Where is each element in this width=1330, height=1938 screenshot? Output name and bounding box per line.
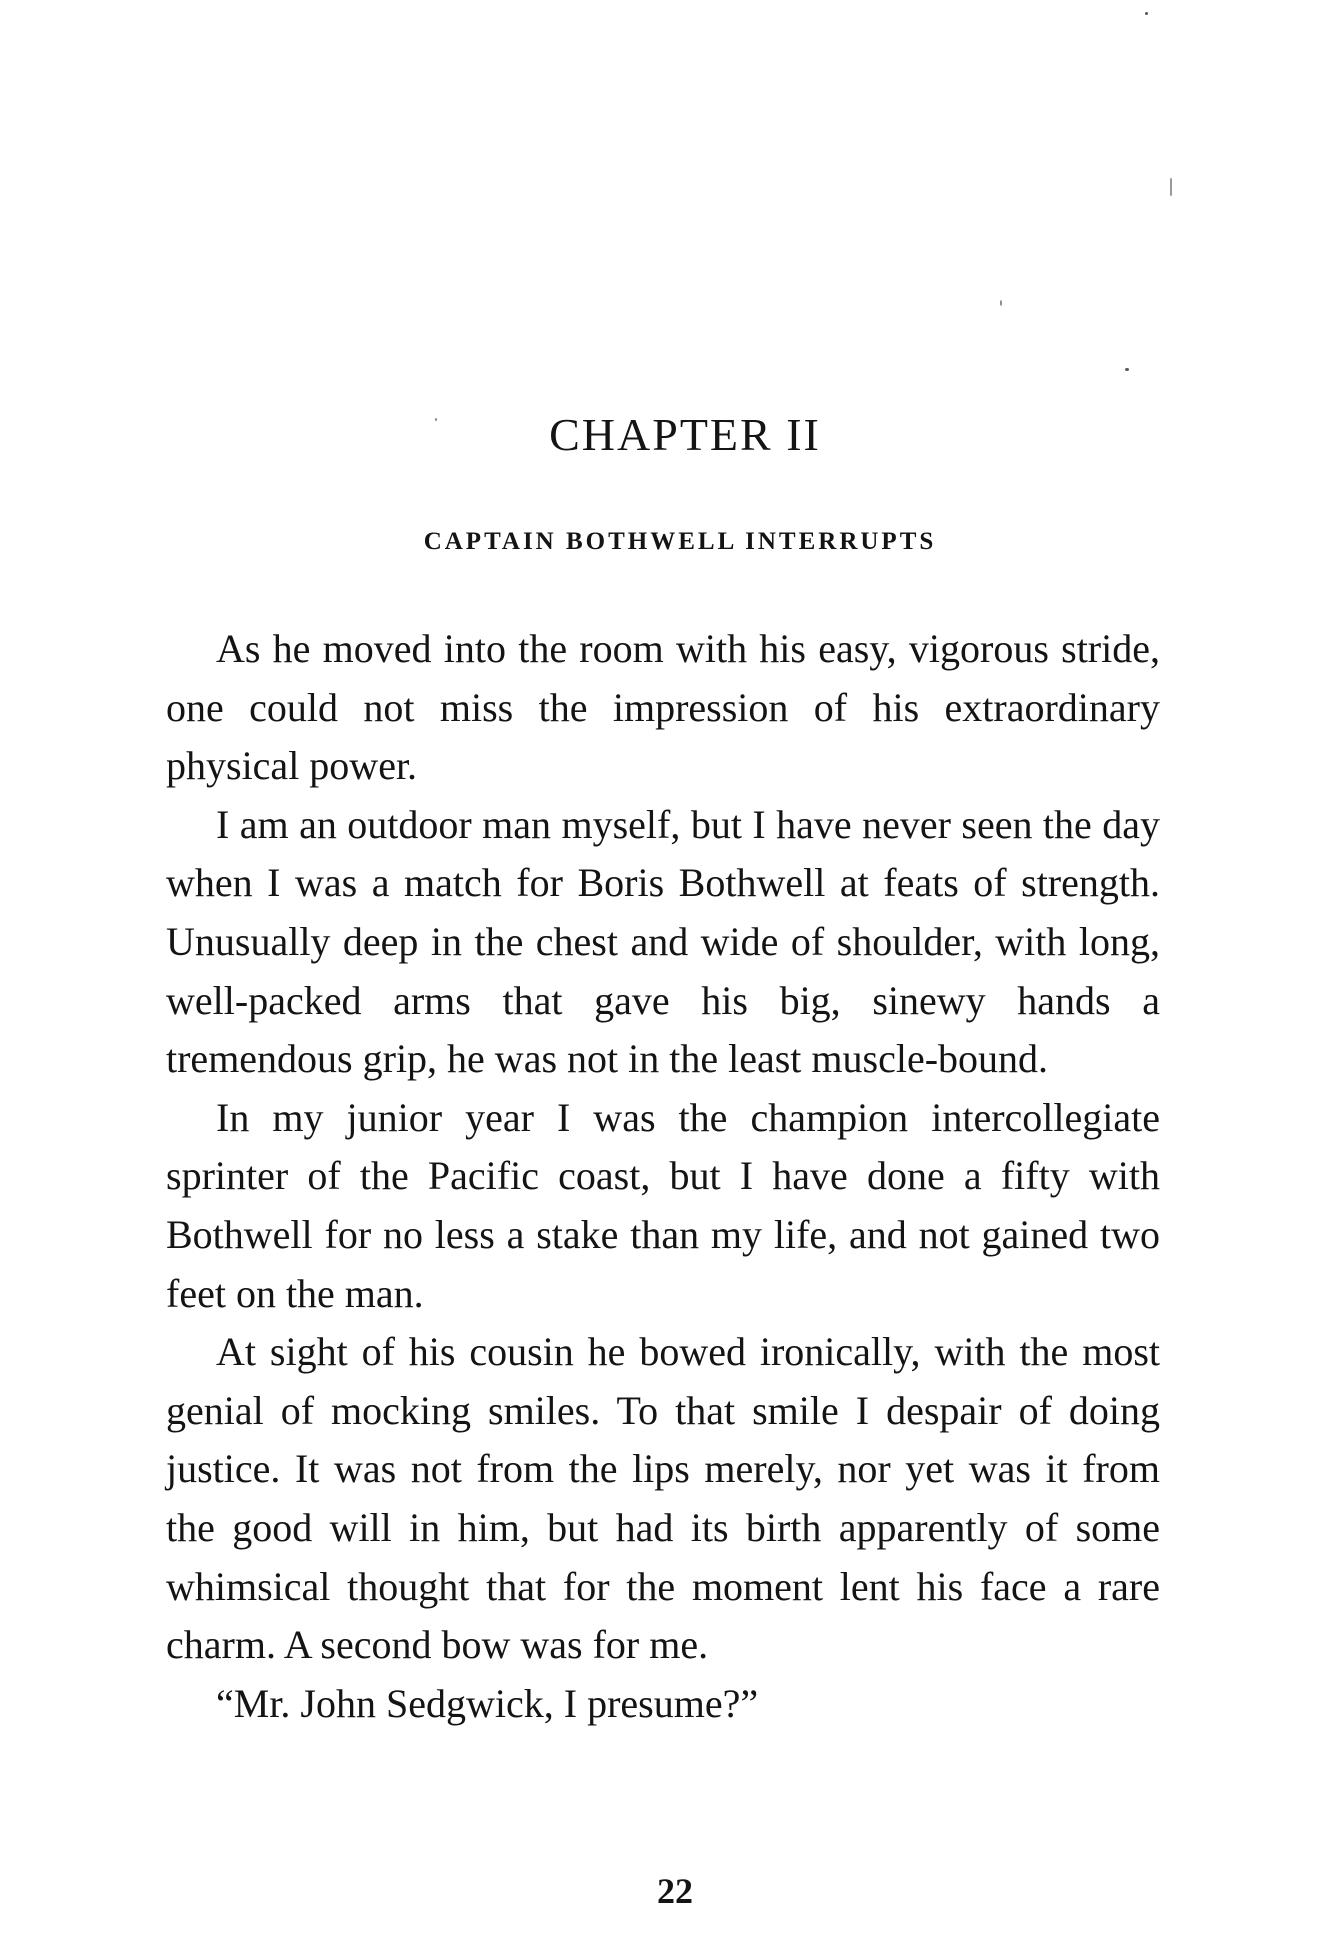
paragraph: In my junior year I was the champion intercollegiate sprinter of the Pacific coast, but I have done a fifty with Bothwell for no less a stake than my life, and not gained two feet on the man. [166, 1094, 1160, 1316]
body-text [166, 620, 1160, 1733]
chapter-title: CAPTAIN BOTHWELL INTERRUPTS [423, 528, 937, 555]
scan-speck [1170, 178, 1172, 196]
paragraph: I am an outdoor man myself, but I have never seen the day when I was a match for Boris Bothwell at feats of strength. Unusually deep in the chest and wide of shoulder, with long, well-packed arms that gave his big, sinewy hands a tremendous grip, he was not in the least muscle-bound. [166, 801, 1160, 1082]
paragraph: “Mr. John Sedgwick, I presume?” [216, 1680, 759, 1726]
chapter-number: CHAPTER II [549, 409, 821, 460]
scan-speck [1000, 300, 1002, 306]
scan-speck [1125, 368, 1129, 371]
paragraph: As he moved into the room with his easy, vigorous stride, one could not miss the impression of his extraordinary physical power. [166, 626, 1160, 789]
paragraph: At sight of his cousin he bowed ironically, with the most genial of mocking smiles. To that smile I despair of doing justice. It was not from the lips merely, nor yet was it from the good will in him, but had its birth apparently of some whimsical thought that for the moment lent his face a rare charm. A second bow was for me. [166, 1329, 1160, 1668]
scan-speck [1145, 12, 1148, 15]
page-number: 22 [657, 1871, 693, 1911]
